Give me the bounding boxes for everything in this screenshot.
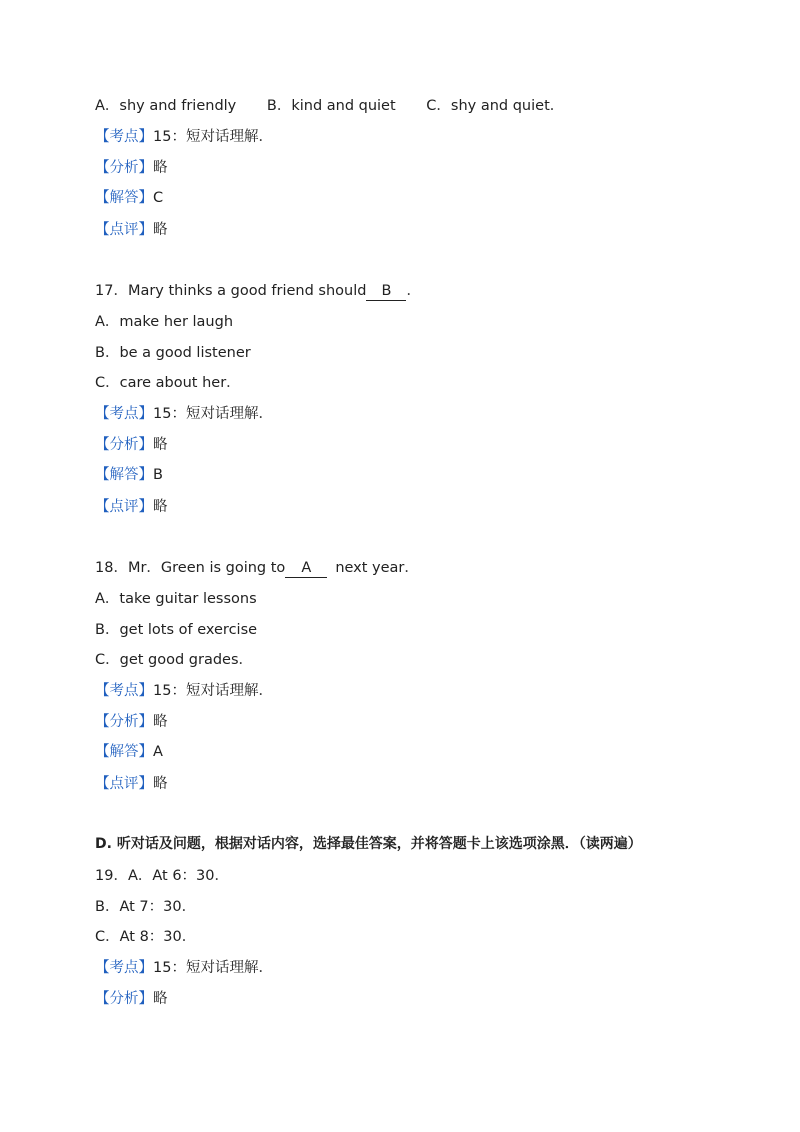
fenxi-line xyxy=(95,712,168,732)
fenxi-line xyxy=(95,435,168,455)
option-c: C．At 8：30． xyxy=(95,929,197,945)
question-end: next year． xyxy=(335,560,419,576)
dianping-tag: 【点评】 xyxy=(95,776,153,792)
jieda-line xyxy=(95,742,163,762)
dianping-tag: 【点评】 xyxy=(95,499,153,515)
fenxi-tag: 【分析】 xyxy=(95,160,153,176)
option-b: B．kind and quiet xyxy=(266,98,396,114)
kaodian-tag: 【考点】 xyxy=(95,129,153,145)
jieda-text: C xyxy=(153,190,164,206)
kaodian-line xyxy=(95,404,273,424)
fenxi-text: 略 xyxy=(153,714,168,730)
jieda-line xyxy=(95,188,163,208)
question-text: 17．Mary thinks a good friend should xyxy=(95,283,367,299)
dianping-text: 略 xyxy=(153,222,168,238)
options-row-16 xyxy=(95,96,564,116)
fenxi-line xyxy=(95,158,168,178)
fenxi-text: 略 xyxy=(153,160,168,176)
kaodian-line xyxy=(95,681,273,701)
option-b: B．At 7：30． xyxy=(95,899,197,915)
question-17 xyxy=(95,281,421,301)
kaodian-text: 15：短对话理解． xyxy=(153,960,273,976)
jieda-text: A xyxy=(153,744,163,760)
fenxi-tag: 【分析】 xyxy=(95,991,153,1007)
kaodian-text: 15：短对话理解． xyxy=(153,129,273,145)
dianping-line xyxy=(95,774,168,794)
question-19-option-a: 19．A．At 6：30． xyxy=(95,868,230,884)
option-c: C．shy and quiet． xyxy=(426,98,565,114)
option-b: B．get lots of exercise xyxy=(95,622,258,638)
kaodian-text: 15：短对话理解． xyxy=(153,683,273,699)
option-a: A．shy and friendly xyxy=(95,98,237,114)
option-a: A．make her laugh xyxy=(95,314,234,330)
question-text: 18．Mr．Green is going to xyxy=(95,560,286,576)
jieda-line xyxy=(95,465,163,485)
kaodian-line xyxy=(95,127,273,147)
fenxi-line xyxy=(95,989,168,1009)
fenxi-tag: 【分析】 xyxy=(95,714,153,730)
dianping-text: 略 xyxy=(153,499,168,515)
question-end: ． xyxy=(406,283,421,299)
kaodian-tag: 【考点】 xyxy=(95,960,153,976)
option-b: B．be a good listener xyxy=(95,345,251,361)
jieda-tag: 【解答】 xyxy=(95,467,153,483)
kaodian-line xyxy=(95,958,273,978)
answer-blank: A xyxy=(285,559,327,578)
jieda-text: B xyxy=(153,467,163,483)
kaodian-tag: 【考点】 xyxy=(95,683,153,699)
dianping-line xyxy=(95,220,168,240)
fenxi-text: 略 xyxy=(153,991,168,1007)
question-18 xyxy=(95,558,419,578)
section-d-heading: D. 听对话及问题，根据对话内容，选择最佳答案，并将答题卡上该选项涂黑．（读两遍） xyxy=(95,836,642,852)
answer-blank: B xyxy=(366,282,406,301)
option-a: A．take guitar lessons xyxy=(95,591,257,607)
fenxi-tag: 【分析】 xyxy=(95,437,153,453)
jieda-tag: 【解答】 xyxy=(95,190,153,206)
fenxi-text: 略 xyxy=(153,437,168,453)
dianping-text: 略 xyxy=(153,776,168,792)
kaodian-text: 15：短对话理解． xyxy=(153,406,273,422)
option-c: C．care about her． xyxy=(95,375,241,391)
kaodian-tag: 【考点】 xyxy=(95,406,153,422)
dianping-tag: 【点评】 xyxy=(95,222,153,238)
option-c: C．get good grades． xyxy=(95,652,254,668)
jieda-tag: 【解答】 xyxy=(95,744,153,760)
dianping-line xyxy=(95,497,168,517)
